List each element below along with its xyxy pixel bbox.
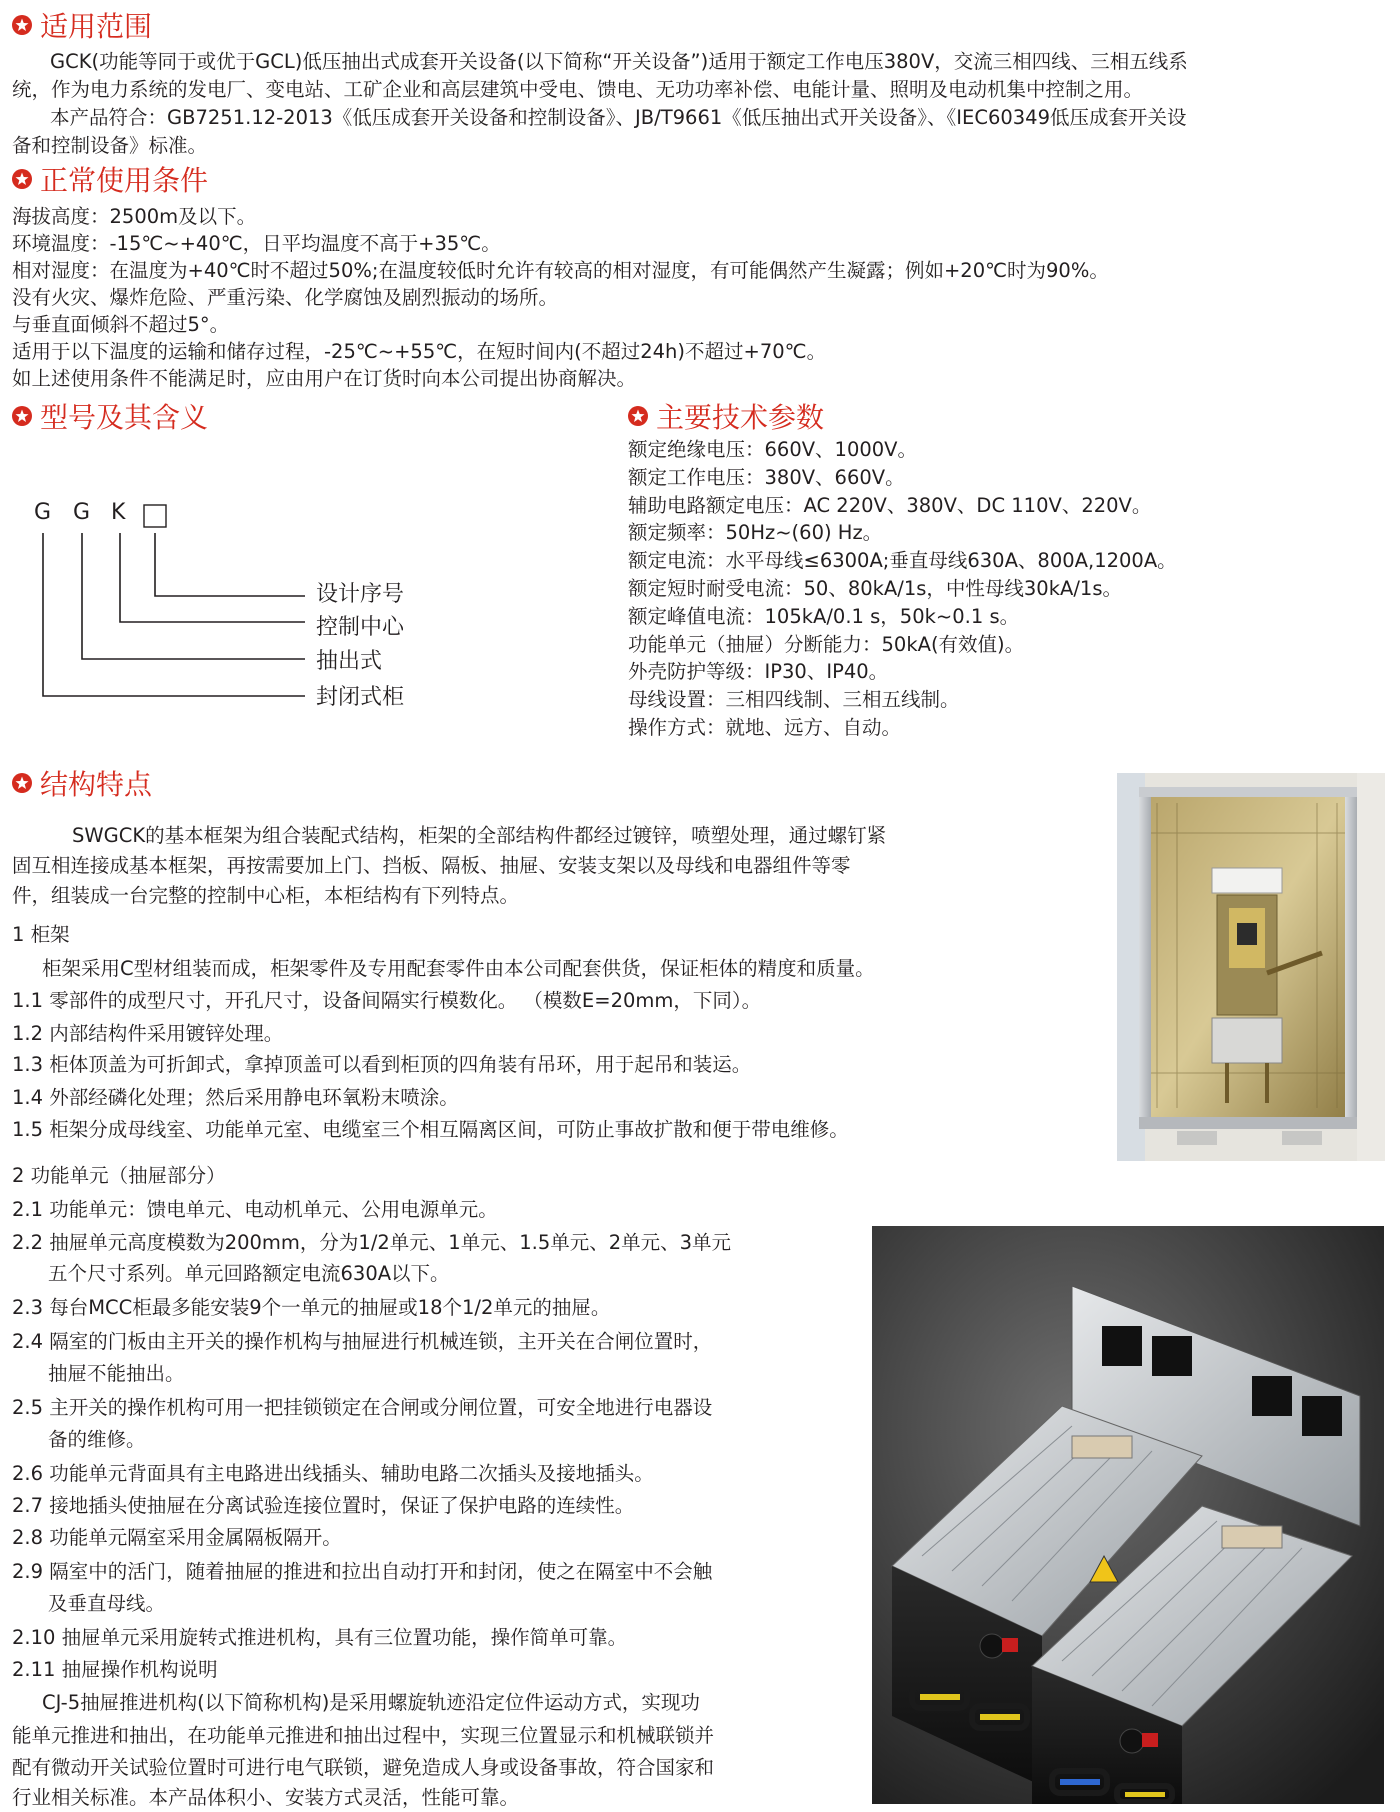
model-letter-g2: G [73, 500, 91, 525]
drawer-units-photo [872, 1226, 1384, 1804]
scope-line-2: 统，作为电力系统的发电厂、变电站、工矿企业和高层建筑中受电、馈电、无功功率补偿、电能计量、照明及电动机集中控制之用。 [12, 78, 1144, 101]
condition-line: 相对湿度：在温度为+40℃时不超过50%;在温度较低时允许有较高的相对湿度，有可能偶然产生凝露；例如+20℃时为90%。 [12, 259, 1109, 282]
condition-line: 如上述使用条件不能满足时，应由用户在订货时向本公司提出协商解决。 [12, 367, 637, 390]
unit-line: 能单元推进和抽出，在功能单元推进和抽出过程中，实现三位置显示和机械联锁并 [12, 1724, 715, 1747]
section-heading-params [628, 401, 824, 435]
param-line: 操作方式：就地、远方、自动。 [628, 715, 902, 739]
section-title: 结构特点 [40, 768, 153, 801]
scope-line-4: 备和控制设备》标准。 [12, 134, 208, 157]
unit-line: 2.5 主开关的操作机构可用一把挂锁锁定在合闸或分闸位置，可安全地进行电器设 [12, 1396, 713, 1419]
unit-line: CJ-5抽屉推进机构(以下简称机构)是采用螺旋轨迹沿定位件运动方式，实现功 [42, 1691, 700, 1714]
star-icon [12, 406, 32, 426]
section-heading-structure [12, 768, 152, 802]
unit-line: 2.3 每台MCC柜最多能安装9个一单元的抽屉或18个1/2单元的抽屉。 [12, 1296, 611, 1319]
star-icon [12, 15, 32, 35]
param-line: 额定电流：水平母线≤6300A;垂直母线630A、800A,1200A。 [628, 549, 1177, 573]
param-line: 额定频率：50Hz~(60) Hz。 [628, 521, 883, 545]
structure-intro-line: 固互相连接成基本框架，再按需要加上门、挡板、隔板、抽屉、安装支架以及母线和电器组件等零 [12, 854, 851, 877]
unit-line: 2.8 功能单元隔室采用金属隔板隔开。 [12, 1526, 342, 1549]
star-icon [12, 169, 32, 189]
structure-intro-line: SWGCK的基本框架为组合装配式结构，柜架的全部结构件都经过镀锌，喷塑处理，通过螺钉紧 [72, 824, 887, 847]
unit-line: 2 功能单元（抽屉部分） [12, 1164, 226, 1187]
section-title: 正常使用条件 [40, 164, 209, 197]
section-heading-scope [12, 10, 152, 44]
model-letter-k: K [111, 500, 126, 525]
unit-line: 抽屉不能抽出。 [48, 1362, 185, 1385]
section-title: 主要技术参数 [656, 401, 825, 434]
unit-line: 2.4 隔室的门板由主开关的操作机构与抽屉进行机械连锁，主开关在合闸位置时， [12, 1330, 713, 1353]
unit-line: 2.11 抽屉操作机构说明 [12, 1658, 218, 1681]
params-list [628, 436, 1177, 742]
model-label-draw-out: 抽出式 [316, 649, 383, 674]
param-line: 额定短时耐受电流：50、80kA/1s，中性母线30kA/1s。 [628, 576, 1122, 600]
param-line: 功能单元（抽屉）分断能力：50kA(有效值)。 [628, 632, 1025, 656]
section-heading-conditions [12, 164, 208, 198]
star-icon [12, 773, 32, 793]
frame-line: 1.1 零部件的成型尺寸，开孔尺寸，设备间隔实行模数化。 （模数E=20mm，下同）。 [12, 989, 762, 1012]
param-line: 母线设置：三相四线制、三相五线制。 [628, 688, 960, 712]
unit-line: 2.6 功能单元背面具有主电路进出线插头、辅助电路二次插头及接地插头。 [12, 1462, 654, 1485]
condition-line: 适用于以下温度的运输和储存过程，-25℃~+55℃，在短时间内(不超过24h)不超过+70℃。 [12, 340, 827, 363]
unit-line: 及垂直母线。 [48, 1592, 166, 1615]
model-label-control-center: 控制中心 [316, 615, 405, 640]
frame-line: 1.2 内部结构件采用镀锌处理。 [12, 1022, 284, 1045]
unit-line: 2.10 抽屉单元采用旋转式推进机构，具有三位置功能，操作简单可靠。 [12, 1626, 628, 1649]
condition-line: 环境温度：-15℃~+40℃，日平均温度不高于+35℃。 [12, 232, 501, 255]
param-line: 辅助电路额定电压：AC 220V、380V、DC 110V、220V。 [628, 493, 1152, 517]
condition-line: 海拔高度：2500m及以下。 [12, 205, 257, 228]
frame-line: 柜架采用C型材组装而成，柜架零件及专用配套零件由本公司配套供货，保证柜体的精度和质量。 [42, 957, 875, 980]
structure-intro-line: 件，组装成一台完整的控制中心柜，本柜结构有下列特点。 [12, 884, 520, 907]
frame-line: 1.4 外部经磷化处理；然后采用静电环氧粉末喷涂。 [12, 1086, 459, 1109]
unit-line: 2.1 功能单元：馈电单元、电动机单元、公用电源单元。 [12, 1198, 498, 1221]
unit-line: 2.7 接地插头使抽屉在分离试验连接位置时，保证了保护电路的连续性。 [12, 1494, 635, 1517]
unit-line: 2.2 抽屉单元高度模数为200mm，分为1/2单元、1单元、1.5单元、2单元、3单元 [12, 1231, 732, 1254]
frame-line: 1.5 柜架分成母线室、功能单元室、电缆室三个相互隔离区间，可防止事故扩散和便于带电维修。 [12, 1118, 849, 1141]
section-title: 型号及其含义 [40, 401, 209, 434]
model-blank-box [144, 505, 166, 527]
param-line: 额定工作电压：380V、660V。 [628, 465, 905, 489]
unit-line: 配有微动开关试验位置时可进行电气联锁，避免造成人身或设备事故，符合国家和 [12, 1756, 715, 1779]
unit-line: 五个尺寸系列。单元回路额定电流630A以下。 [48, 1262, 450, 1285]
model-label-design-no: 设计序号 [316, 582, 405, 607]
frame-line: 1.3 柜体顶盖为可折卸式，拿掉顶盖可以看到柜顶的四角装有吊环，用于起吊和装运。 [12, 1053, 752, 1076]
unit-line: 备的维修。 [48, 1428, 146, 1451]
param-line: 额定峰值电流：105kA/0.1 s，50k~0.1 s。 [628, 604, 1020, 628]
scope-line-3: 本产品符合：GB7251.12-2013《低压成套开关设备和控制设备》、JB/T9661《低压抽出式开关设备》、《IEC60349低压成套开关设 [50, 106, 1187, 129]
star-icon [628, 406, 648, 426]
cabinet-frame-photo [1117, 773, 1385, 1161]
frame-line: 1 柜架 [12, 923, 70, 946]
param-line: 外壳防护等级：IP30、IP40。 [628, 660, 889, 684]
scope-line-1: GCK(功能等同于或优于GCL)低压抽出式成套开关设备(以下简称“开关设备”)适用于额定工作电压380V，交流三相四线、三相五线系 [50, 50, 1188, 73]
model-label-enclosed: 封闭式柜 [316, 685, 405, 710]
section-title: 适用范围 [40, 10, 153, 43]
param-line: 额定绝缘电压：660V、1000V。 [628, 438, 918, 461]
condition-line: 与垂直面倾斜不超过5°。 [12, 313, 230, 336]
model-diagram [20, 495, 450, 720]
model-letter-g1: G [34, 500, 52, 525]
unit-line: 2.9 隔室中的活门，随着抽屉的推进和拉出自动打开和封闭，使之在隔室中不会触 [12, 1560, 713, 1583]
section-heading-model [12, 401, 208, 435]
unit-line: 行业相关标准。本产品体积小、安装方式灵活，性能可靠。 [12, 1786, 520, 1809]
condition-line: 没有火灾、爆炸危险、严重污染、化学腐蚀及剧烈振动的场所。 [12, 286, 559, 309]
